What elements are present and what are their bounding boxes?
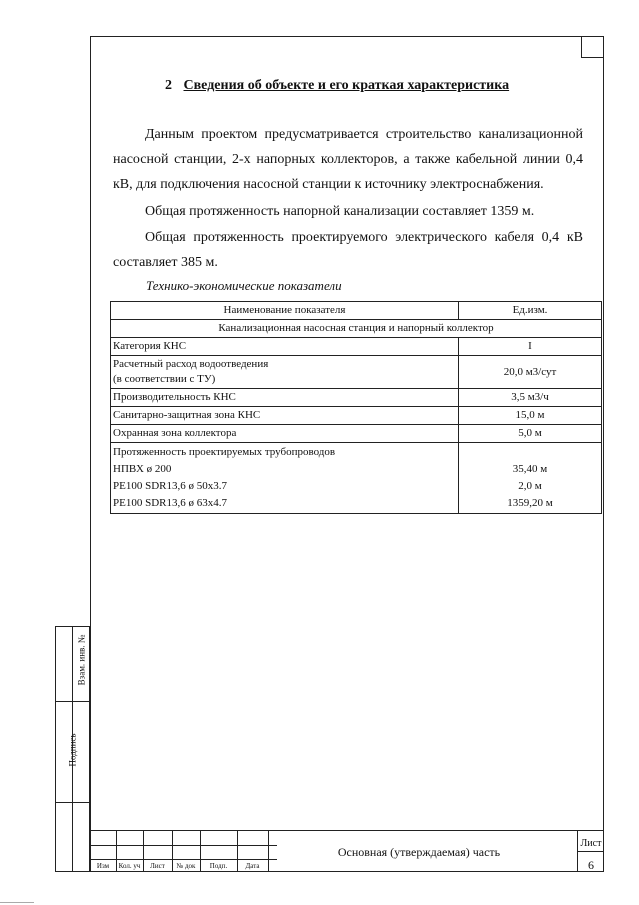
- row-value: 3,5 м3/ч: [459, 389, 602, 407]
- indicators-table: [110, 301, 602, 514]
- pipe-name: НПВХ ø 200: [113, 463, 172, 475]
- section-title: Сведения об объекте и его краткая характеристика: [183, 78, 510, 93]
- side-divider: [56, 701, 89, 702]
- row-name: Санитарно-защитная зона КНС: [111, 407, 459, 425]
- stamp-row-line: [90, 859, 277, 860]
- stamp-caption: Кол. уч: [118, 862, 141, 870]
- paragraph-3: Общая протяженность проектируемого электрического кабеля 0,4 кВ составляет 385 м.: [113, 230, 583, 270]
- row-value: 20,0 м3/сут: [459, 356, 602, 389]
- stamp-col-line: [268, 831, 269, 872]
- stamp-caption: Лист: [150, 862, 165, 870]
- stamp-row-line: [577, 851, 604, 852]
- table-row: [111, 389, 602, 407]
- side-label-replace-inv: Взам. инв. №: [76, 634, 87, 686]
- header-unit: Ед.изм.: [459, 302, 602, 320]
- table-row: [111, 338, 602, 356]
- section-number: 2: [165, 78, 172, 93]
- section-heading: [165, 78, 509, 94]
- row-name-line1: Расчетный расход водоотведения: [113, 358, 269, 370]
- table-section-row: [111, 320, 602, 338]
- table-row: [111, 407, 602, 425]
- pipe-name: PE100 SDR13,6 ø 50x3.7: [113, 480, 227, 492]
- pipe-value: 1359,20 м: [507, 497, 553, 509]
- paragraph-1: Данным проектом предусматривается строительство канализационной насосной станции, 2-х напорных коллекторов, а также кабельной линии 0,4 кВ, для подключения насосной станции к источнику электроснабжения.: [113, 127, 583, 192]
- side-stamp: [55, 626, 90, 872]
- sheet-label: Лист: [580, 838, 602, 849]
- table-row: [111, 356, 602, 389]
- pipe-name: PE100 SDR13,6 ø 63x4.7: [113, 497, 227, 509]
- row-name: Охранная зона коллектора: [111, 425, 459, 443]
- stamp-caption: Подп.: [209, 862, 228, 870]
- side-divider: [56, 802, 89, 803]
- paragraph-2: Общая протяженность напорной канализации составляет 1359 м.: [145, 204, 535, 219]
- section-row-label: Канализационная насосная станция и напорный коллектор: [111, 320, 602, 338]
- sheet-number: 6: [588, 858, 594, 872]
- row-value: 15,0 м: [459, 407, 602, 425]
- row-value: 5,0 м: [459, 425, 602, 443]
- corner-box: [581, 36, 604, 58]
- stamp-caption: № док: [176, 862, 196, 870]
- table-row-pipes: [111, 443, 602, 514]
- stamp-caption: Дата: [245, 862, 260, 870]
- row-name: [111, 356, 459, 389]
- row-name-line2: (в соответствии с ТУ): [113, 373, 216, 385]
- header-name: Наименование показателя: [111, 302, 459, 320]
- document-title: Основная (утверждаемая) часть: [337, 845, 501, 859]
- table-row: [111, 425, 602, 443]
- table-caption: Технико-экономические показатели: [146, 278, 342, 293]
- row-name: Категория КНС: [111, 338, 459, 356]
- table-header-row: [111, 302, 602, 320]
- stamp-caption: Изм: [96, 862, 110, 870]
- scan-edge-mark: [0, 902, 34, 903]
- pipe-value: 35,40 м: [512, 463, 548, 475]
- pipe-value: 2,0 м: [518, 480, 542, 492]
- pipes-names: [111, 443, 459, 514]
- side-label-signature: Подпись: [67, 733, 78, 767]
- row-name: Производительность КНС: [111, 389, 459, 407]
- pipes-title: Протяженность проектируемых трубопроводов: [113, 446, 336, 458]
- pipes-values: [459, 443, 602, 514]
- row-value: I: [459, 338, 602, 356]
- stamp-row-line: [90, 845, 277, 846]
